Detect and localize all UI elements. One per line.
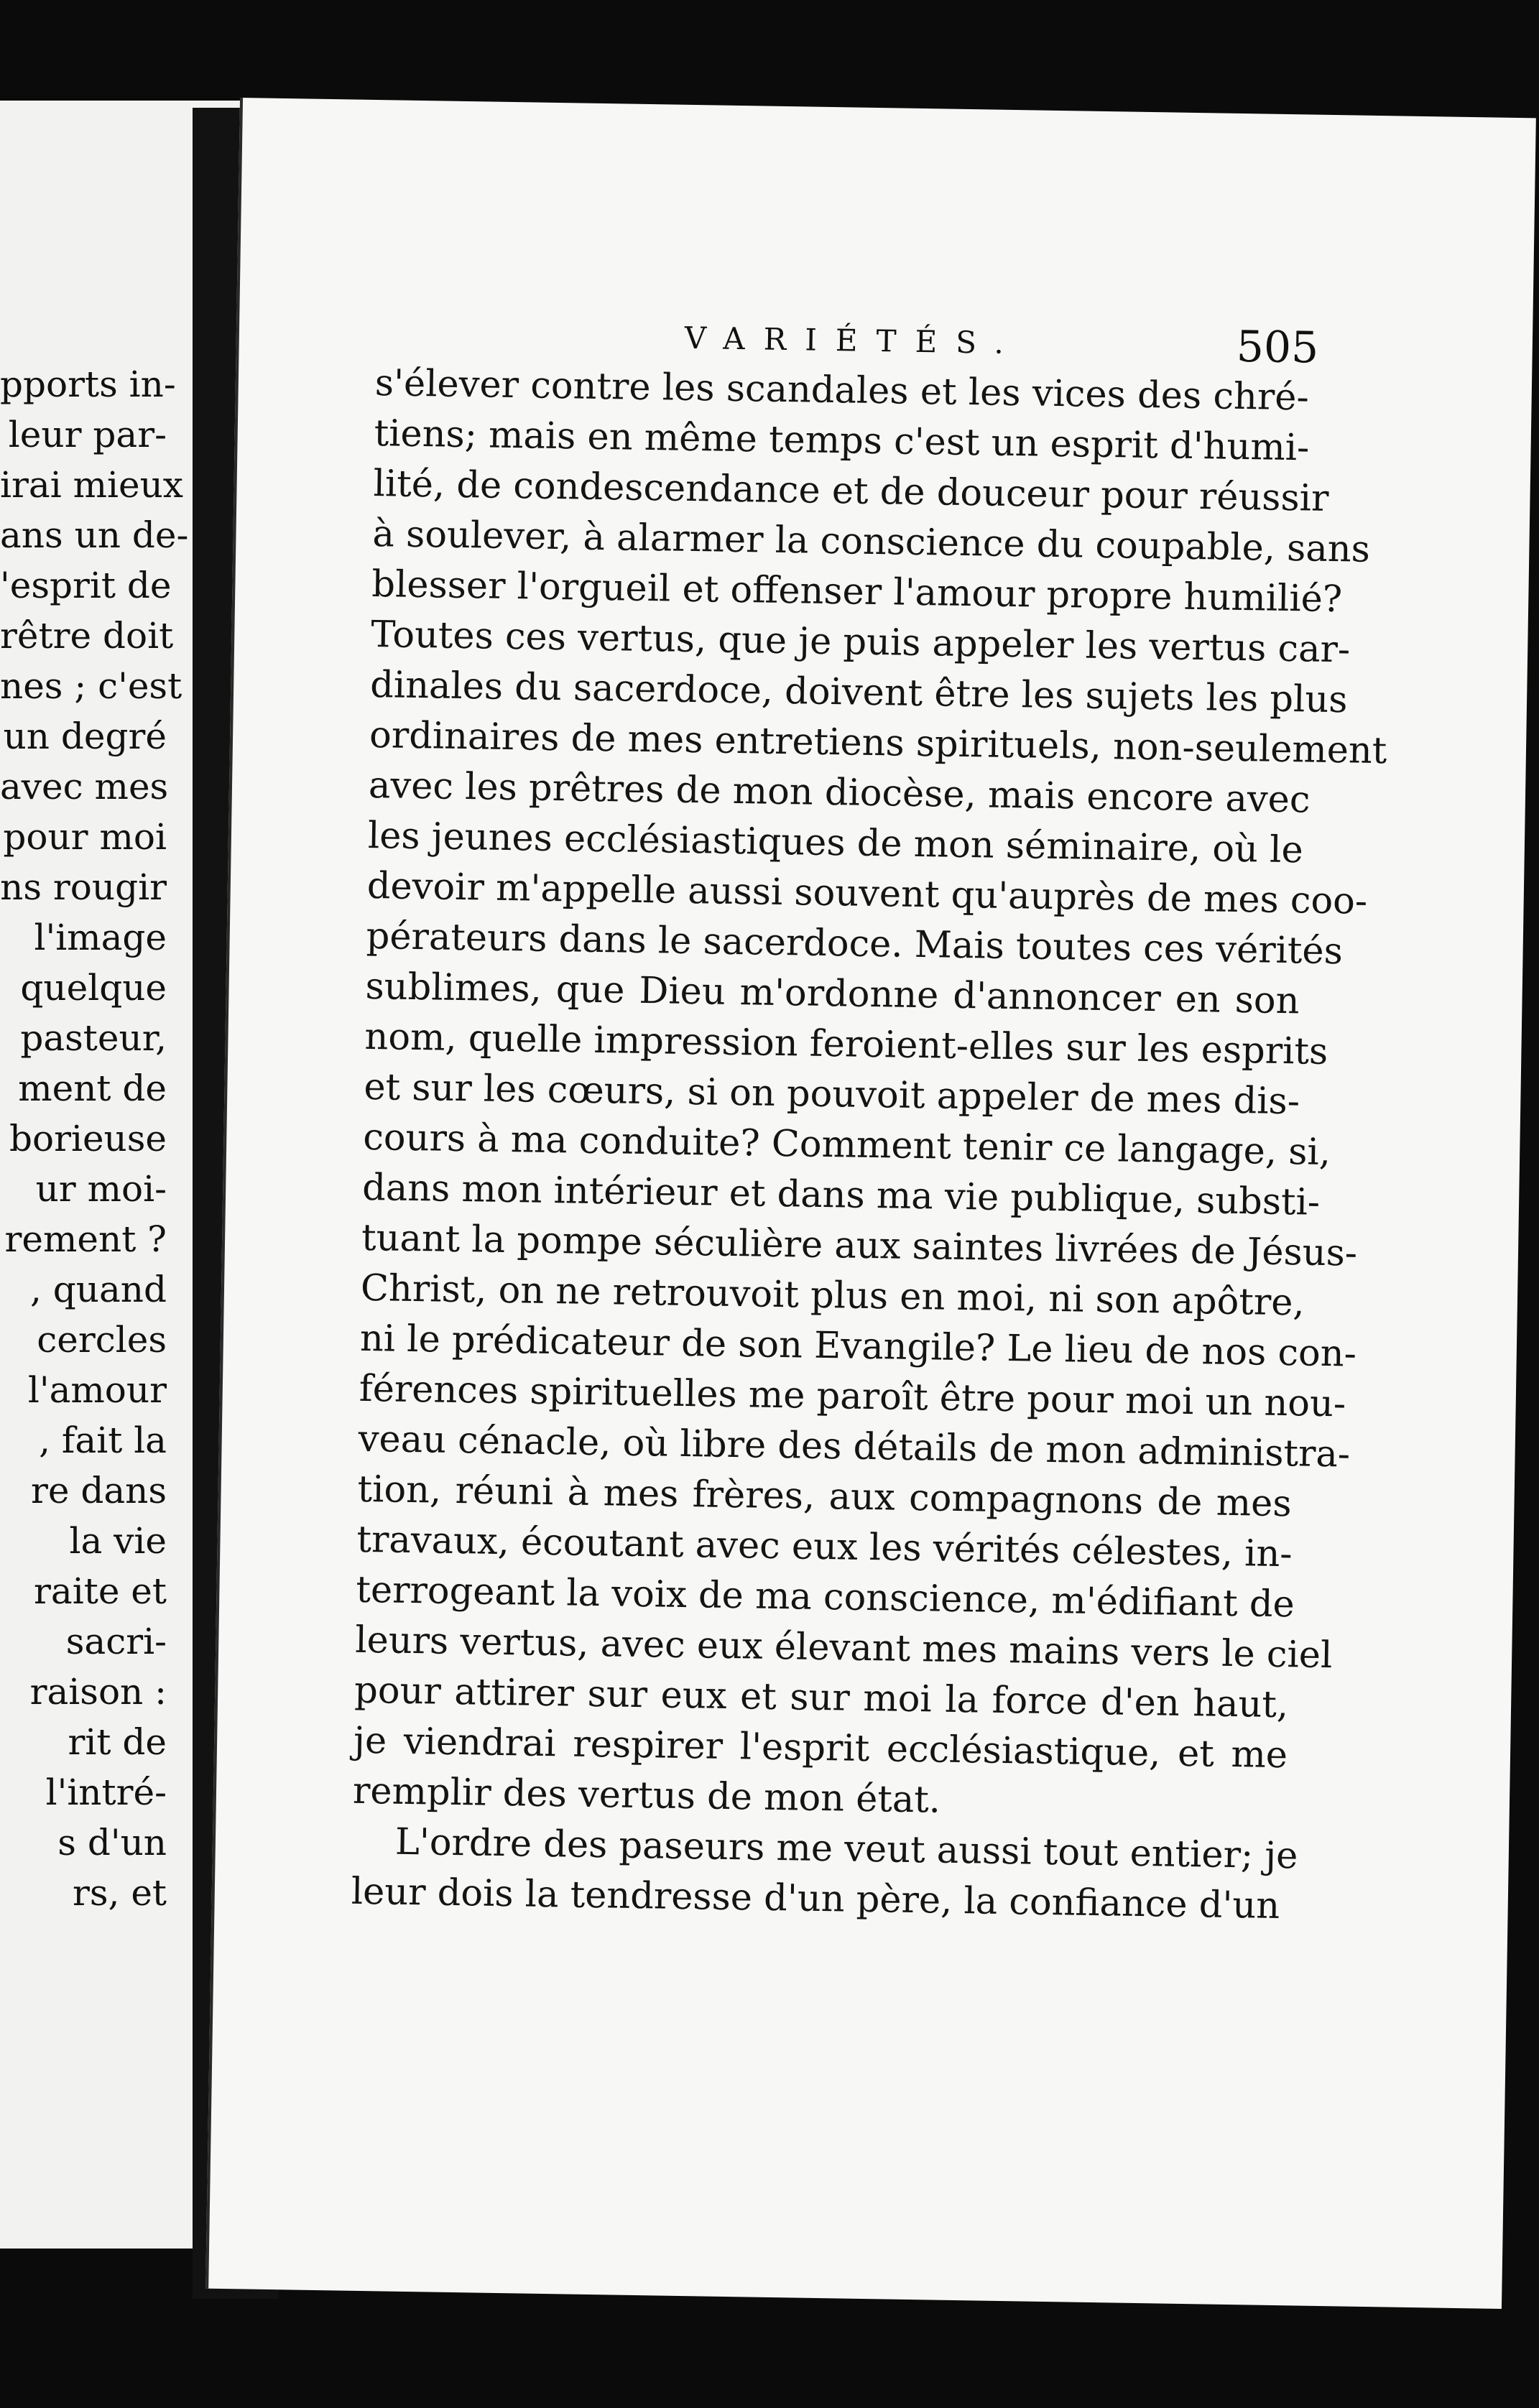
- left-page-line: cercles: [37, 1319, 167, 1361]
- text-line: à soulever, à alarmer la conscience du coupable, sans: [372, 512, 1371, 571]
- left-page-line: l'intré-: [45, 1772, 167, 1813]
- left-page-line: un degré: [3, 716, 167, 757]
- left-page-line: rs, et: [72, 1872, 167, 1914]
- text-line: tiens; mais en même temps c'est un esprit d'humi-: [374, 412, 1310, 470]
- text-line: je viendrai respirer l'esprit ecclésiastique, et me: [353, 1719, 1288, 1777]
- left-page-line: pasteur,: [20, 1017, 167, 1059]
- text-line: sublimes, que Dieu m'ordonne d'annoncer en son: [365, 965, 1300, 1023]
- text-line: Christ, on ne retrouvoit plus en moi, ni son apôtre,: [360, 1266, 1305, 1325]
- text-line: nom, quelle impression feroient-elles sur les esprits: [364, 1015, 1328, 1073]
- text-line: Toutes ces vertus, que je puis appeler les vertus car-: [370, 613, 1351, 672]
- text-line: pour attirer sur eux et sur moi la force d'en haut,: [353, 1669, 1289, 1727]
- left-page-line: rêtre doit: [0, 615, 174, 657]
- left-page-line: s d'un: [57, 1822, 167, 1863]
- right-page: [205, 98, 1536, 2309]
- left-page-line: pour moi: [3, 816, 167, 858]
- text-line: L'ordre des paseurs me veut aussi tout entier; je: [394, 1820, 1298, 1878]
- left-page-line: ans un de-: [0, 514, 189, 556]
- left-page-line: rement ?: [4, 1218, 167, 1260]
- running-head: VARIÉTÉS.: [684, 320, 1023, 361]
- text-line: dans mon intérieur et dans ma vie publique, substi-: [361, 1166, 1321, 1224]
- left-page-line: 'esprit de: [0, 565, 172, 606]
- text-line: avec les prêtres de mon diocèse, mais encore avec: [368, 764, 1311, 822]
- left-page-line: rit de: [68, 1721, 167, 1763]
- page-number: 505: [1236, 321, 1319, 374]
- left-page-line: avec mes: [0, 766, 169, 807]
- left-page-line: nes ; c'est: [0, 665, 182, 707]
- left-page-line: leur par-: [8, 414, 167, 455]
- text-line: travaux, écoutant avec eux les vérités célestes, in-: [356, 1518, 1293, 1576]
- left-page-line: irai mieux: [0, 464, 183, 506]
- left-page-line: quelque: [20, 967, 167, 1009]
- left-page-line: re dans: [30, 1470, 167, 1511]
- left-page-line: sacri-: [65, 1621, 167, 1662]
- text-line: cours à ma conduite? Comment tenir ce langage, si,: [362, 1116, 1331, 1175]
- text-line: leurs vertus, avec eux élevant mes mains vers le ciel: [354, 1619, 1333, 1677]
- left-page-line: ur moi-: [35, 1168, 167, 1210]
- text-line: tuant la pompe séculière aux saintes livrées de Jésus-: [361, 1216, 1358, 1275]
- text-line: blesser l'orgueil et offenser l'amour propre humilié?: [371, 562, 1343, 621]
- left-page-line: raison :: [29, 1671, 167, 1713]
- left-page-line: , fait la: [39, 1420, 167, 1461]
- left-page-line: l'amour: [27, 1369, 167, 1411]
- left-page-line: ment de: [18, 1068, 167, 1109]
- text-line: remplir des vertus de mon état.: [352, 1769, 941, 1822]
- text-line: ni le prédicateur de son Evangile? Le lieu de nos con-: [359, 1317, 1357, 1376]
- text-line: férences spirituelles me paroît être pour moi un nou-: [359, 1367, 1346, 1426]
- text-line: ordinaires de mes entretiens spirituels, non-seulement: [369, 713, 1387, 773]
- text-line: et sur les cœurs, si on pouvoit appeler de mes dis-: [363, 1065, 1300, 1124]
- text-line: veau cénacle, où libre des détails de mon administra-: [358, 1417, 1351, 1476]
- text-line: devoir m'appelle aussi souvent qu'auprès de mes coo-: [366, 864, 1368, 923]
- text-line: tion, réuni à mes frères, aux compagnons de mes: [357, 1468, 1292, 1526]
- text-line: terrogeant la voix de ma conscience, m'édifiant de: [355, 1568, 1295, 1626]
- left-page-line: pports in-: [0, 363, 176, 405]
- left-page-line: ns rougir: [0, 866, 167, 908]
- left-page-line: raite et: [34, 1570, 167, 1612]
- text-line: dinales du sacerdoce, doivent être les sujets les plus: [369, 663, 1348, 722]
- left-page-line: la vie: [69, 1520, 167, 1562]
- text-line: les jeunes ecclésiastiques de mon séminaire, où le: [367, 814, 1304, 872]
- text-line: s'élever contre les scandales et les vices des chré-: [374, 362, 1310, 420]
- left-page-line: , quand: [29, 1269, 167, 1310]
- text-line: pérateurs dans le sacerdoce. Mais toutes ces vérités: [366, 914, 1344, 973]
- left-page-line: l'image: [34, 917, 167, 958]
- body-text: [351, 358, 1387, 1932]
- text-line: leur dois la tendresse d'un père, la confiance d'un: [351, 1870, 1280, 1928]
- text-line: lité, de condescendance et de douceur pour réussir: [373, 463, 1329, 520]
- left-page-line: borieuse: [9, 1118, 167, 1159]
